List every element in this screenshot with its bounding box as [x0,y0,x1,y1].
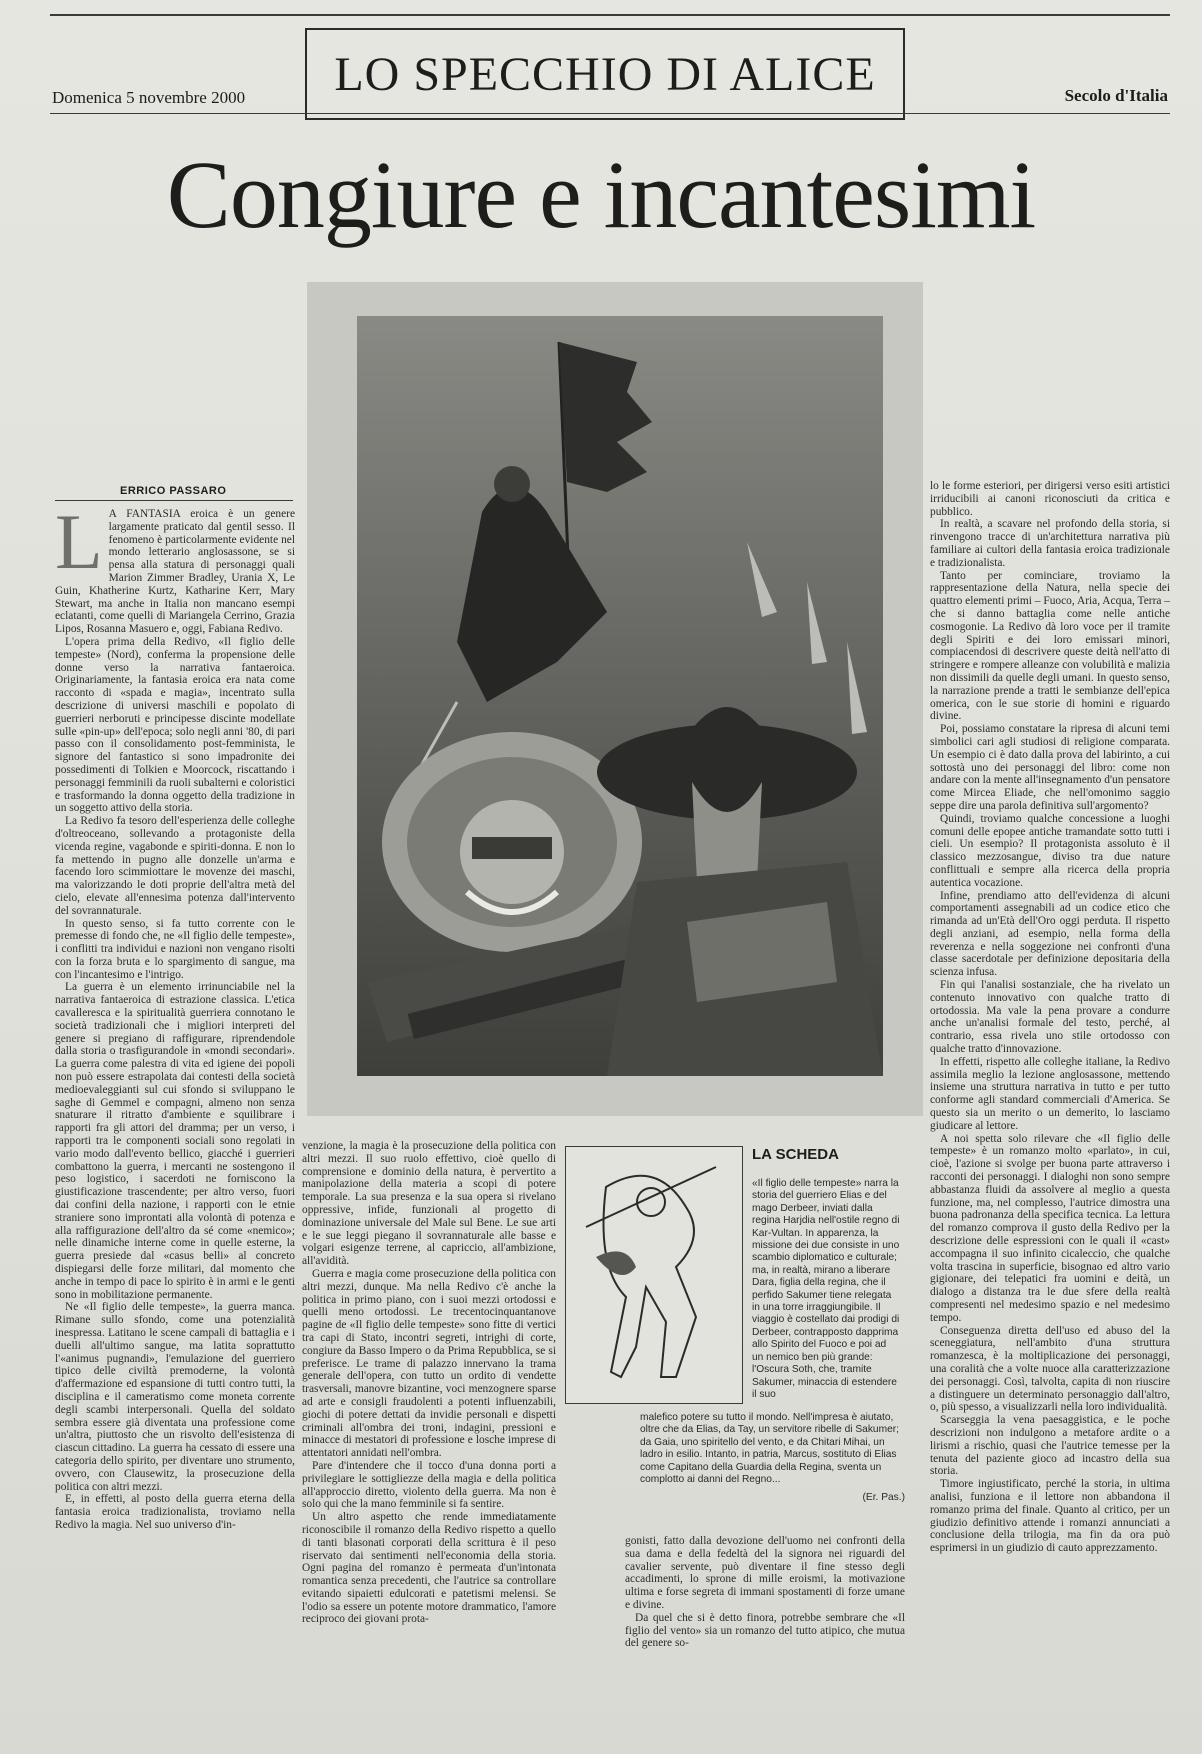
masthead [305,28,905,120]
paragraph: venzione, la magia è la prosecuzione della politica con altri mezzi. Il suo ruolo effettivo, cioè quello di comprensione e dominio della natura, è pervertito a manipolazione della materia a scopi di potere temporale. La sua presenza e la sua opera si rivelano oppressive, infide, funzionali al progetto di dominazione universale del Male sul Bene. Le sue arti e le sue leggi piegano il sovrannaturale alle basse e volgari esigenze terrene, al capriccio, all'ambizione, all'avidità. [302,1140,556,1268]
paragraph: La Redivo fa tesoro dell'esperienza delle colleghe d'oltreoceano, sollevando a protagoniste della vicenda regine, vagabonde e spiriti-donna. E non lo fa mettendo in pugno alle donzelle un'arma e facendo loro scimmiottare le movenze dei maschi, ma valorizzando le doti proprie dell'altra metà del cielo, elevate all'ennesima potenza dall'intervento del sovrannaturale. [55,815,295,917]
main-illustration [307,282,923,1116]
paragraph: Guerra e magia come prosecuzione della politica con altri mezzi, dunque. Ma nella Redivo c'è anche la politica in primo piano, con i suoi mezzi ortodossi e quelli meno ortodossi. Le trecentocinquantanove pagine de «Il figlio delle tempeste» sono fitte di vertici tra capi di Stato, incontri segreti, intrighi di corte, congiure da Basso Impero o da Prima Repubblica, se si preferisce. Le trame di palazzo innervano la trama generale dell'opera, con tutto un ordito di vendette trasversali, manovre bizantine, voci menzognere sparse ad arte e consigli fraudolenti a potenti influenzabili, giochi di potere dettati da invidie personali e dispetti criminali all'ombra dei troni, indagini, pressioni e minacce di mestatori di professione e losche imprese di attentatori annidati nell'ombra. [302,1267,556,1460]
paragraph: Conseguenza diretta dell'uso ed abuso del la sceneggiatura, nell'ambito d'una struttura romanzesca, è la moltiplicazione dei personaggi, una coralità che a volte nuoce alla caratterizzazione dei personaggi. Così, talvolta, capita di non riuscire a distinguere un determinato personaggio dall'altro, o, più spesso, a visualizzarli nella loro individualità. [930,1324,1170,1414]
scheda-text-continued [640,1412,905,1505]
paragraph: Ne «Il figlio delle tempeste», la guerra manca. Rimane sullo sfondo, come una potenzialità inespressa. Latitano le scene campali di battaglia e i duelli all'ultimo sangue, ma latita soprattutto l'«animus pugnandi», l'emulazione del guerriero tipico delle civiltà premoderne, la volontà d'affermazione ed espansione di tutti contro tutti, la disciplina e il cameratismo come moneta corrente degli scambi interpersonali. Quella del soldato sembra essere già diventata una professione come un'altra, piuttosto che un risvolto dell'esistenza di ciascun cittadino. La guerra ha cessato di essere una categoria dello spirito, per diventare uno strumento, ovvero, con Clausewitz, la prosecuzione della politica con altri mezzi. [55,1301,295,1493]
fantasy-illustration-image [307,282,923,1116]
paragraph: La guerra è un elemento irrinunciabile nel la narrativa fantaeroica di estrazione classica. L'etica cavalleresca e la spiritualità guerriera connotano le società tradizionali che i migliori interpreti del genere si pregiano di raffigurare, riprendendole dalla storia o trasfigurandole in «mondi secondari». La guerra come palestra di vita ed igiene dei popoli non può essere estrapolata dai contesti della società medioevaleggianti sul cui sfondo si sviluppano le saghe di Gemmel e compagni, almeno non senza snaturare il ritratto d'ambiente e squilibrare i rapporti fra gli attori del dramma; per un verso, i rapporti tra le componenti sociali sono regolati in vario modo dall'evento bellico, giacché i guerrieri combattono la guerra, i mercanti ne sostengono il peso logistico, i sacerdoti ne forniscono la giustificazione trascendente; per altro verso, fuori dai confini della nazione, i rapporti con le etnie straniere sono improntati alla volontà di potenza e alla raffigurazione dell'altro da sé come «nemico»; nelle dinamiche interne come in quelle esterne, la guerra presiede dal «casus belli» al concreto dispiegarsi delle forze militari, dal momento che anche in tempo di pace lo spirito è in armi e le genti sono in mobilitazione permanente. [55,981,295,1301]
paragraph: Pare d'intendere che il tocco d'una donna porti a privilegiare le sottigliezze della magia e della politica all'approccio diretto, violento della guerra. Ma non è solo qui che la mano femminile si fa sentire. [302,1459,556,1511]
header-rule [50,113,1170,114]
paragraph: In questo senso, si fa tutto corrente con le premesse di fondo che, ne «Il figlio delle tempeste», i conflitti tra individui e nazioni non vengano risolti con la forza bruta e lo spargimento di sangue, ma con l'incantesimo e l'intrigo. [55,917,295,981]
paragraph: Poi, possiamo constatare la ripresa di alcuni temi simbolici cari agli studiosi di religione comparata. Un esempio ci è dato dalla prova del labirinto, a cui sottostà uno dei personaggi del libro: come non andare con la mente all'insegnamento d'un pensatore come Mircea Eliade, che nell'omonimo saggio seppe dire una parola definitiva sull'argomento? [930,723,1170,812]
paragraph: L'opera prima della Redivo, «Il figlio delle tempeste» (Nord), conferma la propensione delle donne verso la narrativa fantaeroica. Originariamente, la fantasia eroica era nata come racconto di «spada e magia», incentrato sulla descrizione di universi maschili e popolato di guerrieri nerboruti e principesse discinte modellate sulle «pin-up» dell'epoca; solo negli anni '80, di pari passo con il consolidamento post-femminista, le signore del fantastico si sono impadronite dei possedimenti di Tolkien e Moorcock, riscattando i personaggi femminili da ruoli subalterni e coloristici e trasformando la donna oggetto della tradizione in un soggetto attivo della storia. [55,635,295,815]
lead-paragraph [55,508,295,636]
scheda-title: LA SCHEDA [752,1146,839,1163]
top-rule [50,14,1170,16]
dateline: Domenica 5 novembre 2000 [52,88,246,107]
paragraph: Da quel che si è detto finora, potrebbe sembrare che «Il figlio del vento» sia un romanzo del tutto atipico, che mutua del genere so- [625,1611,905,1650]
article-column-3 [625,1535,905,1748]
byline-rule [55,500,293,501]
masthead-title: LO SPECCHIO DI ALICE [334,47,876,101]
paragraph: lo le forme esteriori, per dirigersi verso esiti artistici irriducibili ai canoni riconosciuti da critica e pubblico. [930,480,1170,518]
scheda-text-2: malefico potere su tutto il mondo. Nell'impresa è aiutato, oltre che da Elias, da Tay, un servitore ribelle di Sakumer; da Gaia, uno spiritello del vento, e da Chitari Mihai, un ladro in esilio. Intanto, in patria, Marcus, sostituto di Elias come Capitano della Guardia della Regina, sventa un complotto ai danni del Regno... [640,1412,899,1486]
article-column-2 [302,1140,556,1748]
paragraph: Timore ingiustificato, perché la storia, in ultima analisi, funziona e il lettore non abbandona il romanzo prima del finale. Quanto al critico, per un giudizio definitivo attende i romanzi annunciati a conclusione della trilogia, ma fin da ora può esprimersi in un giudizio di cauto apprezzamento. [930,1478,1170,1555]
scheda-text: «Il figlio delle tempeste» narra la storia del guerriero Elias e del mago Derbeer, inviati dalla regina Harjdia nell'ostile regno di Kar-Vultan. In apparenza, la missione dei due consiste in uno scambio diplomatico e culturale; ma, in realtà, mirano a liberare Dara, figlia della regina, che il perfido Sakumer tiene relegata in una torre irraggiungibile. Il viaggio è costellato dai prodigi di Derbeer, contrapposto dapprima allo Spirito del Fuoco e poi ad un nemico ben più grande: l'Oscura Soth, che, tramite Sakumer, minaccia di estendere il suo [752,1178,900,1400]
byline: ERRICO PASSARO [120,485,227,497]
paragraph: A noi spetta solo rilevare che «Il figlio delle tempeste» è un romanzo molto «parlato», in cui, cioè, l'azione si svolge per buona parte attraverso i racconti dei personaggi. I dialoghi non sono sempre abbastanza fluidi da assolvere al meglio a questa funzione, ma, nel complesso, l'autrice dimostra una buona padronanza della specifica tecnica. La lettura del romanzo comprova il gusto della Redivo per la descrizione delle espressioni con le quali il «cast» accompagna il suo infinito cicaleccio, che qualche volta trascina in superficie, bisognao ed altro vario gigionare, dei telepatici fra uomini e deità, un dialogo a distanza tra le due sfere della realtà compresenti nel medesimo spazio e nel medesimo tempo. [930,1132,1170,1324]
paragraph: In realtà, a scavare nel profondo della storia, si rinvengono tracce di un'architettura narrativa più familiare ai cultori della fantasia eroica tradizionale e tradizionalista. [930,518,1170,569]
paragraph: gonisti, fatto dalla devozione dell'uomo nei confronti della sua dama e della fedeltà del la signora nei riguardi del cavalier servente, può diventare il fine stesso degli accadimenti, lo sprone di mille eroismi, la motivazione ultima e forse segreta di immani spostamenti di forze umane e divine. [625,1535,905,1611]
paragraph: Infine, prendiamo atto dell'evidenza di alcuni comportamenti assegnabili ad un codice etico che rimanda ad un'Età dell'Oro oggi perduta. Il rispetto degli anziani, ad esempio, nella forma della reverenza e nella soggezione nei confronti d'una classe sacerdotale per definizione depositaria della scienza infusa. [930,889,1170,979]
article-column-4 [930,480,1170,1748]
paragraph: Tanto per cominciare, troviamo la rappresentazione della Natura, nella specie dei quattro elementi primi – Fuoco, Aria, Acqua, Terra – che si danno battaglia come nelle antiche cosmogonie. La Redivo dà loro voce per il tramite degli Spiriti e dei loro emissari minori, compiacendosi di descrivere queste deità nell'atto di stringere e rompere alleanze con volubilità e malizia non dissimili da quelle degli umani. In questo senso, la narrazione prende a tratti le sembianze dell'epica omerica, con le sue storie di homini e riguardo divine. [930,569,1170,723]
paragraph: E, in effetti, al posto della guerra eterna della fantasia eroica tradizionalista, troviamo nella Redivo la magia. Nel suo universo d'in- [55,1493,295,1531]
article-column-1 [55,508,295,1748]
drop-cap: L [55,508,103,585]
paragraph: Fin qui l'analisi sostanziale, che ha rivelato un contenuto innovativo con qualche tratto di ortodossia. Ma vale la pena provare a condurre anche un'analisi formale del testo, perché, al contrario, essa rivela uno stile ortodosso con qualche tratto d'innovazione. [930,979,1170,1056]
scheda-drawing [565,1146,743,1404]
headline: Congiure e incantesimi [166,141,1036,248]
paragraph: In effetti, rispetto alle colleghe italiane, la Redivo assimila meglio la lezione anglosassone, mettendo insieme una struttura narrativa in tutto e per tutto conforme agli standard commerciali d'America. Se questo sia un merito o un demerito, lo lasciamo giudicare al lettore. [930,1055,1170,1132]
warrior-sketch-image [566,1147,741,1402]
paragraph: Un altro aspetto che rende immediatamente riconoscibile il romanzo della Redivo rispetto a quello di tanti blasonati corporati della scrittura è il peso riservato dai sentimenti nell'economia della storia. Ogni pagina del romanzo è permeata d'un'intonata romantica senza precedenti, che l'autrice sa controllare evitando sipaietti edulcorati e patetismi melensi. Se l'odio sa essere un potente motore drammatico, l'amore reciproco dei giovani prota- [302,1511,556,1626]
paragraph: Scarseggia la vena paesaggistica, e le poche descrizioni non indulgono a metafore ardite o a lirismi a rischio, quasi che l'autrice temesse per la tenuta del paziente gioco ad incastro della sua storia. [930,1414,1170,1478]
newspaper-name: Secolo d'Italia [1064,86,1168,105]
paragraph: Quindi, troviamo qualche concessione a luoghi comuni delle epopee antiche tramandate sotto tutti i cieli. Un esempio? Il protagonista assoluto è il classico mezzosangue, diviso tra due nature conflittuali e sempre alla ricerca della propria autentica vocazione. [930,812,1170,889]
scheda-signature: (Er. Pas.) [862,1492,905,1504]
lead-text: A FANTASIA eroica è un genere largamente praticato dal gentil sesso. Il fenomeno è particolarmente evidente nel mondo letterario anglosassone, se si pensa alla statura di personaggi quali Marion Zimmer Bradley, Urania X, Le Guin, Khatherine Kurtz, Katharine Kerr, Mary Stewart, ma anche in Italia non mancano esempi eclatanti, come quelli di Mariangela Cerrino, Grazia Lipos, Rosanna Masuero e, oggi, Fabiana Redivo. [55,508,295,636]
